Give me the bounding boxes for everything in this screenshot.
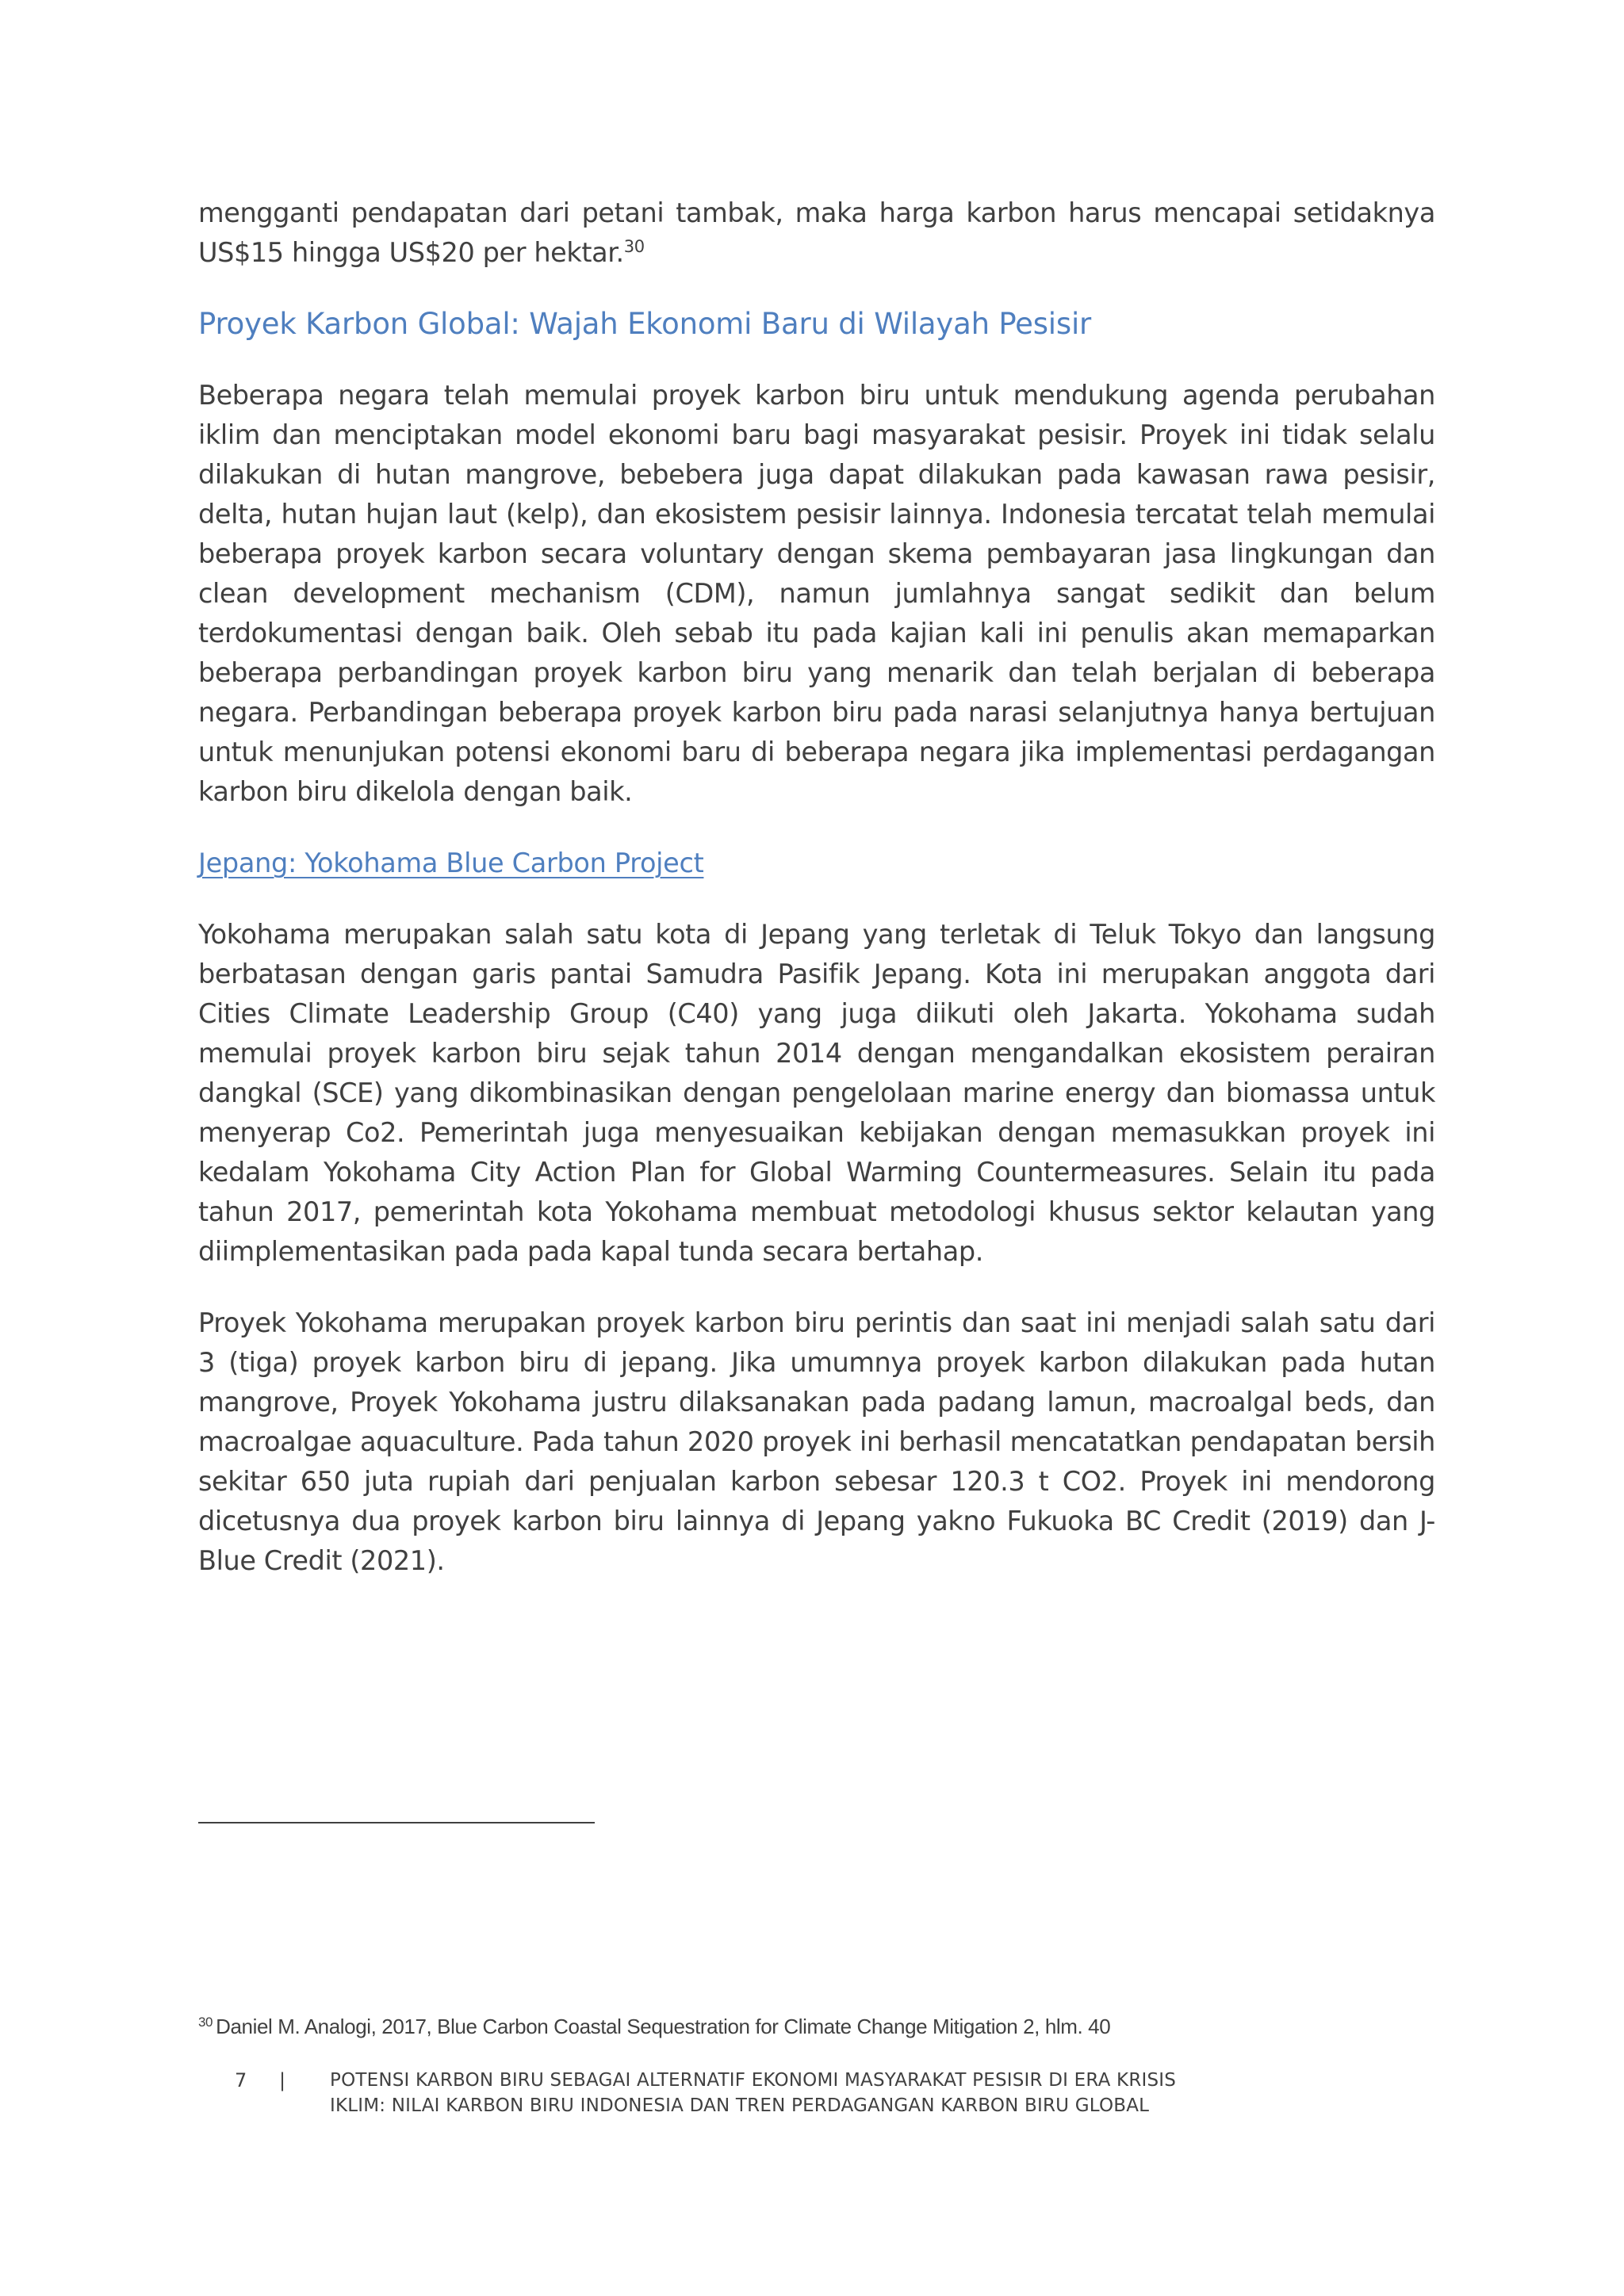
- paragraph-intro: [198, 193, 1435, 273]
- paragraph-yokohama-1: Yokohama merupakan salah satu kota di Jepang yang terletak di Teluk Tokyo dan langsung berbatasan dengan garis pantai Samudra Pasifik Jepang. Kota ini merupakan anggota dari Cities Climate Leadership Group (C40) yang juga diikuti oleh Jakarta. Yokohama sudah memulai proyek karbon biru sejak tahun 2014 dengan mengandalkan ekosistem perairan dangkal (SCE) yang dikombinasikan dengan pengelolaan marine energy dan biomassa untuk menyerap Co2. Pemerintah juga menyesuaikan kebijakan dengan memasukkan proyek ini kedalam Yokohama City Action Plan for Global Warming Countermeasures. Selain itu pada tahun 2017, pemerintah kota Yokohama membuat metodologi khusus sektor kelautan yang diimplementasikan pada pada kapal tunda secara bertahap.: [198, 919, 1435, 1267]
- footnote-ref[interactable]: 30: [623, 237, 645, 256]
- section-heading: Proyek Karbon Global: Wajah Ekonomi Baru di Wilayah Pesisir: [198, 307, 1092, 341]
- footnote-text: Daniel M. Analogi, 2017, Blue Carbon Coastal Sequestration for Climate Change Mitigation 2, hlm. 40: [216, 2015, 1111, 2038]
- main-content: [198, 193, 1435, 1581]
- footnote-number: 30: [198, 2015, 213, 2030]
- footer-separator: |: [279, 2069, 286, 2091]
- paragraph-section: Beberapa negara telah memulai proyek karbon biru untuk mendukung agenda perubahan iklim dan menciptakan model ekonomi baru bagi masyarakat pesisir. Proyek ini tidak selalu dilakukan di hutan mangrove, bebebera juga dapat dilakukan pada kawasan rawa pesisir, delta, hutan hujan laut (kelp), dan ekosistem pesisir lainnya. Indonesia tercatat telah memulai beberapa proyek karbon secara voluntary dengan skema pembayaran jasa lingkungan dan clean development mechanism (CDM), namun jumlahnya sangat sedikit dan belum terdokumentasi dengan baik. Oleh sebab itu pada kajian kali ini penulis akan memaparkan beberapa perbandingan proyek karbon biru yang menarik dan telah berjalan di beberapa negara. Perbandingan beberapa proyek karbon biru pada narasi selanjutnya hanya bertujuan untuk menunjukan potensi ekonomi baru di beberapa negara jika implementasi perdagangan karbon biru dikelola dengan baik.: [198, 380, 1435, 807]
- running-title: [330, 2068, 1281, 2118]
- subheading-japan-link[interactable]: Jepang: Yokohama Blue Carbon Project: [198, 848, 704, 878]
- footnote-divider: [198, 1822, 595, 1823]
- page-number: 7: [235, 2069, 247, 2091]
- paragraph-intro-text: mengganti pendapatan dari petani tambak, maka harga karbon harus mencapai setidaknya US$15 hingga US$20 per hektar.: [198, 197, 1435, 268]
- footnote: [198, 2014, 1435, 2039]
- running-title-line-1: POTENSI KARBON BIRU SEBAGAI ALTERNATIF EKONOMI MASYARAKAT PESISIR DI ERA KRISIS: [330, 2070, 1177, 2091]
- running-title-line-2: IKLIM: NILAI KARBON BIRU INDONESIA DAN TREN PERDAGANGAN KARBON BIRU GLOBAL: [330, 2095, 1150, 2116]
- paragraph-yokohama-2: Proyek Yokohama merupakan proyek karbon biru perintis dan saat ini menjadi salah satu dari 3 (tiga) proyek karbon biru di jepang. Jika umumnya proyek karbon dilakukan pada hutan mangrove, Proyek Yokohama justru dilaksanakan pada padang lamun, macroalgal beds, dan macroalgae aquaculture. Pada tahun 2020 proyek ini berhasil mencatatkan pendapatan bersih sekitar 650 juta rupiah dari penjualan karbon sebesar 120.3 t CO2. Proyek ini mendorong dicetusnya dua proyek karbon biru lainnya di Jepang yakno Fukuoka BC Credit (2019) dan J-Blue Credit (2021).: [198, 1307, 1435, 1576]
